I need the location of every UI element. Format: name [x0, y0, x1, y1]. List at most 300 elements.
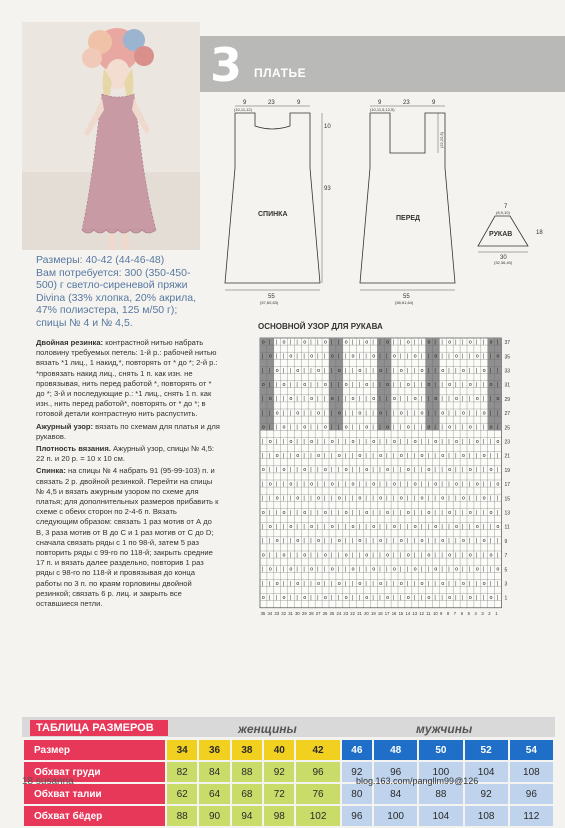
chart-row-number: 1 [504, 595, 508, 602]
svg-text:|: | [323, 538, 326, 545]
front-top-mid: 23 [403, 100, 410, 106]
men-size-cell: 88 [419, 784, 462, 804]
svg-text:|: | [358, 566, 361, 573]
women-size-cell: 98 [264, 806, 294, 826]
back-top-left: 9 [243, 100, 247, 106]
svg-text:|: | [330, 580, 333, 587]
svg-text:o: o [399, 495, 403, 502]
svg-text:|: | [489, 580, 492, 587]
svg-text:o: o [496, 353, 500, 360]
svg-text:|: | [365, 495, 367, 502]
svg-text:o: o [268, 481, 272, 488]
svg-text:|: | [434, 339, 436, 346]
svg-text:|: | [413, 453, 416, 459]
svg-text:|: | [310, 580, 312, 587]
svg-text:o: o [448, 509, 452, 516]
svg-text:o: o [317, 538, 321, 545]
svg-text:o: o [461, 580, 465, 587]
svg-text:|: | [337, 509, 340, 516]
svg-text:|: | [455, 410, 457, 417]
svg-text:|: | [372, 595, 374, 601]
svg-text:|: | [448, 396, 450, 403]
svg-text:|: | [268, 424, 271, 431]
svg-text:o: o [379, 538, 383, 545]
svg-text:o: o [468, 467, 472, 474]
svg-text:|: | [330, 467, 333, 474]
chart-row-number: 13 [504, 510, 511, 517]
svg-text:|: | [282, 367, 285, 374]
svg-text:o: o [413, 353, 417, 360]
chart-row-number: 27 [504, 411, 511, 418]
svg-text:o: o [496, 481, 500, 488]
chart-col-number: 6 [460, 610, 464, 616]
svg-text:o: o [413, 481, 417, 488]
page-number: 18 [22, 776, 34, 787]
svg-text:o: o [434, 524, 438, 530]
svg-text:|: | [358, 509, 361, 516]
svg-text:o: o [282, 509, 286, 516]
svg-text:|: | [420, 524, 423, 530]
svg-text:o: o [303, 339, 307, 346]
svg-text:o: o [310, 524, 314, 530]
svg-text:o: o [448, 467, 452, 474]
svg-text:|: | [379, 467, 381, 474]
header-band [200, 36, 565, 92]
size-row-label: Обхват талии [24, 784, 165, 804]
svg-text:|: | [317, 524, 319, 530]
women-size-cell: 62 [167, 784, 197, 804]
men-size-cell: 48 [374, 740, 417, 760]
svg-text:|: | [344, 580, 347, 587]
men-size-cell: 104 [419, 806, 462, 826]
svg-text:|: | [296, 382, 298, 388]
svg-text:o: o [482, 410, 486, 417]
svg-text:|: | [392, 453, 395, 459]
svg-text:|: | [379, 552, 381, 559]
svg-text:|: | [448, 495, 450, 502]
women-label: женщины [238, 722, 297, 736]
svg-text:|: | [261, 566, 264, 573]
svg-text:|: | [406, 580, 409, 587]
front-top-sub: (10,11,5,12,5) [370, 107, 395, 112]
svg-text:|: | [310, 410, 312, 417]
svg-text:|: | [448, 453, 450, 459]
svg-text:|: | [455, 367, 457, 374]
svg-text:|: | [475, 509, 478, 516]
svg-text:o: o [337, 580, 341, 587]
svg-text:|: | [275, 481, 278, 488]
svg-text:|: | [392, 467, 395, 474]
svg-text:|: | [379, 382, 381, 388]
svg-text:o: o [386, 509, 390, 516]
svg-text:o: o [365, 424, 369, 431]
svg-text:|: | [303, 495, 305, 502]
svg-text:o: o [427, 467, 431, 474]
svg-text:|: | [489, 524, 492, 530]
svg-text:|: | [303, 524, 305, 530]
svg-text:|: | [379, 424, 381, 431]
svg-text:|: | [372, 339, 374, 346]
svg-text:o: o [344, 382, 348, 388]
svg-text:|: | [379, 481, 381, 488]
svg-text:|: | [303, 353, 305, 360]
svg-text:|: | [399, 481, 402, 488]
svg-text:|: | [413, 538, 416, 545]
men-size-cell: 92 [342, 762, 372, 782]
svg-text:|: | [406, 453, 409, 459]
heading-gauge: Плотность вязания. [36, 444, 111, 454]
chart-col-number: 21 [357, 610, 362, 616]
men-size-cell: 104 [465, 762, 508, 782]
svg-text:o: o [420, 538, 424, 545]
svg-text:|: | [482, 467, 485, 474]
chart-col-number: 11 [426, 610, 431, 616]
svg-text:o: o [358, 410, 362, 417]
schematic-diagrams [210, 98, 560, 308]
chart-col-number: 22 [350, 610, 355, 616]
svg-text:|: | [365, 580, 367, 587]
svg-text:o: o [296, 580, 300, 587]
svg-text:|: | [468, 481, 471, 488]
sleeve-side: 18 [536, 230, 543, 236]
svg-text:|: | [268, 495, 271, 502]
svg-text:|: | [372, 538, 374, 545]
svg-text:o: o [386, 552, 390, 559]
svg-text:o: o [330, 438, 334, 445]
chart-col-number: 13 [412, 610, 418, 616]
women-size-cell: 90 [199, 806, 229, 826]
svg-text:|: | [461, 396, 464, 403]
svg-text:|: | [406, 353, 409, 360]
svg-text:o: o [427, 509, 431, 516]
svg-text:|: | [489, 566, 492, 573]
svg-text:o: o [475, 396, 479, 403]
svg-text:|: | [344, 367, 347, 374]
svg-text:|: | [496, 595, 499, 601]
svg-text:|: | [413, 424, 416, 431]
women-size-cell: 82 [167, 762, 197, 782]
svg-text:|: | [406, 495, 409, 502]
svg-text:o: o [434, 481, 438, 488]
svg-text:o: o [330, 524, 334, 530]
svg-text:o: o [420, 410, 424, 417]
svg-text:o: o [289, 566, 293, 573]
svg-text:|: | [420, 481, 423, 488]
svg-text:|: | [323, 367, 326, 374]
yarn-line: 500) г светло-сиреневой пряжи [36, 279, 188, 292]
chart-row-number: 19 [504, 467, 511, 474]
svg-text:|: | [358, 595, 361, 601]
svg-text:o: o [461, 410, 465, 417]
svg-text:|: | [268, 509, 271, 516]
svg-text:o: o [351, 353, 355, 360]
svg-text:|: | [475, 424, 478, 431]
svg-text:|: | [310, 424, 312, 431]
svg-text:o: o [455, 566, 459, 573]
svg-text:o: o [413, 438, 417, 445]
svg-text:|: | [441, 396, 443, 403]
svg-text:|: | [268, 467, 271, 474]
svg-text:|: | [317, 382, 319, 388]
svg-text:|: | [282, 481, 285, 488]
svg-text:o: o [303, 509, 307, 516]
svg-text:|: | [461, 595, 464, 601]
svg-text:o: o [358, 580, 362, 587]
men-size-cell: 80 [342, 784, 372, 804]
svg-text:|: | [427, 353, 430, 360]
svg-text:|: | [323, 566, 326, 573]
svg-text:|: | [358, 339, 361, 346]
svg-text:o: o [399, 538, 403, 545]
chart-col-number: 20 [364, 610, 369, 616]
svg-text:o: o [344, 595, 348, 601]
svg-text:|: | [448, 580, 450, 587]
svg-text:|: | [399, 524, 402, 530]
svg-text:|: | [268, 552, 271, 559]
svg-text:|: | [303, 566, 305, 573]
svg-text:|: | [323, 580, 326, 587]
svg-text:|: | [448, 410, 450, 417]
svg-text:o: o [386, 339, 390, 346]
svg-text:|: | [289, 580, 292, 587]
svg-text:o: o [337, 538, 341, 545]
svg-text:|: | [482, 552, 485, 559]
svg-text:o: o [392, 566, 396, 573]
svg-text:o: o [386, 467, 390, 474]
svg-text:o: o [372, 353, 376, 360]
svg-text:|: | [496, 424, 499, 431]
svg-text:|: | [372, 424, 374, 431]
chart-col-number: 15 [398, 610, 404, 616]
svg-text:|: | [475, 453, 478, 459]
svg-text:|: | [282, 453, 285, 459]
svg-text:|: | [351, 538, 354, 545]
svg-text:|: | [372, 495, 374, 502]
chart-col-number: 7 [453, 610, 457, 616]
svg-text:|: | [289, 382, 292, 388]
chart-row-number: 31 [504, 382, 511, 389]
svg-text:o: o [365, 382, 369, 388]
back-side-main: 93 [324, 186, 331, 192]
svg-text:|: | [427, 580, 430, 587]
svg-text:|: | [379, 339, 381, 346]
svg-text:|: | [351, 367, 354, 374]
svg-text:|: | [351, 495, 354, 502]
svg-text:|: | [386, 538, 388, 545]
svg-text:o: o [468, 552, 472, 559]
svg-text:o: o [406, 424, 410, 431]
svg-text:|: | [310, 595, 312, 601]
chart-col-number: 17 [384, 610, 390, 616]
svg-text:|: | [261, 495, 264, 502]
svg-text:o: o [268, 396, 272, 403]
svg-text:|: | [475, 580, 478, 587]
svg-text:o: o [496, 566, 500, 573]
svg-text:o: o [399, 580, 403, 587]
svg-text:|: | [372, 552, 374, 559]
svg-text:|: | [330, 339, 333, 346]
svg-text:|: | [496, 552, 499, 559]
instructions [36, 338, 220, 611]
svg-text:|: | [413, 467, 416, 474]
svg-text:o: o [289, 353, 293, 360]
svg-text:|: | [330, 595, 333, 601]
svg-text:|: | [289, 453, 292, 459]
svg-text:|: | [268, 595, 271, 601]
svg-text:|: | [461, 424, 464, 431]
svg-text:|: | [330, 382, 333, 388]
svg-text:o: o [282, 552, 286, 559]
svg-text:|: | [420, 509, 423, 516]
svg-text:o: o [413, 566, 417, 573]
svg-text:o: o [365, 509, 369, 516]
svg-text:|: | [323, 495, 326, 502]
svg-text:|: | [406, 566, 409, 573]
svg-text:o: o [323, 339, 327, 346]
svg-text:|: | [317, 424, 319, 431]
chart-col-number: 8 [446, 610, 450, 616]
svg-text:|: | [455, 424, 457, 431]
svg-text:|: | [337, 481, 340, 488]
svg-text:o: o [406, 552, 410, 559]
svg-text:|: | [344, 396, 347, 403]
svg-text:|: | [268, 538, 271, 545]
paragraph-openwork [36, 422, 220, 442]
svg-text:o: o [289, 481, 293, 488]
svg-text:o: o [310, 353, 314, 360]
svg-text:o: o [482, 367, 486, 374]
svg-text:o: o [413, 524, 417, 530]
svg-text:|: | [496, 467, 499, 474]
svg-text:|: | [282, 538, 285, 545]
svg-text:|: | [482, 382, 485, 388]
svg-text:|: | [365, 396, 367, 403]
sleeve-label: РУКАВ [489, 231, 513, 238]
svg-text:|: | [372, 453, 374, 459]
svg-text:o: o [268, 524, 272, 530]
svg-text:o: o [434, 353, 438, 360]
svg-text:o: o [468, 339, 472, 346]
svg-text:|: | [413, 339, 416, 346]
chart-row-number: 21 [504, 453, 511, 460]
svg-text:|: | [296, 509, 298, 516]
svg-text:o: o [337, 453, 341, 459]
svg-text:|: | [365, 566, 367, 573]
svg-text:|: | [392, 509, 395, 516]
svg-text:o: o [372, 524, 376, 530]
svg-text:|: | [358, 467, 361, 474]
svg-text:|: | [468, 566, 471, 573]
svg-text:|: | [420, 396, 423, 403]
back-label: СПИНКА [258, 211, 288, 218]
text-openwork: вязать по схемам для платья и для рукавов. [36, 421, 220, 441]
svg-text:o: o [386, 595, 390, 601]
svg-text:|: | [268, 367, 271, 374]
svg-text:|: | [372, 382, 374, 388]
paragraph-gauge [36, 444, 220, 464]
svg-text:|: | [303, 481, 305, 488]
svg-text:|: | [323, 396, 326, 403]
svg-text:|: | [351, 509, 354, 516]
svg-text:|: | [399, 396, 402, 403]
svg-text:|: | [406, 524, 409, 530]
svg-text:|: | [399, 595, 402, 601]
svg-text:|: | [372, 467, 374, 474]
svg-text:|: | [358, 353, 361, 360]
svg-text:|: | [455, 538, 457, 545]
women-size-cell: 94 [232, 806, 262, 826]
svg-text:|: | [461, 481, 464, 488]
chart-col-number: 29 [302, 610, 307, 616]
svg-text:|: | [455, 580, 457, 587]
svg-text:|: | [379, 566, 381, 573]
svg-text:o: o [282, 595, 286, 601]
svg-text:|: | [475, 382, 478, 388]
svg-text:|: | [323, 453, 326, 459]
svg-text:|: | [399, 552, 402, 559]
svg-text:o: o [275, 580, 279, 587]
svg-text:o: o [289, 524, 293, 530]
svg-text:|: | [489, 495, 492, 502]
svg-text:o: o [379, 410, 383, 417]
svg-text:|: | [330, 410, 333, 417]
svg-text:o: o [392, 524, 396, 530]
size-table-row [24, 784, 553, 804]
svg-text:o: o [489, 552, 493, 559]
svg-text:|: | [468, 495, 471, 502]
svg-text:|: | [392, 595, 395, 601]
svg-text:o: o [379, 453, 383, 459]
svg-text:o: o [323, 382, 327, 388]
svg-text:|: | [282, 410, 285, 417]
svg-text:|: | [468, 396, 471, 403]
svg-text:o: o [365, 552, 369, 559]
svg-text:|: | [441, 552, 443, 559]
svg-text:o: o [406, 595, 410, 601]
front-schematic [360, 100, 455, 305]
svg-text:|: | [365, 538, 367, 545]
svg-text:|: | [475, 552, 478, 559]
svg-text:o: o [282, 382, 286, 388]
svg-text:|: | [461, 339, 464, 346]
svg-text:|: | [392, 538, 395, 545]
svg-text:o: o [268, 438, 272, 445]
svg-text:o: o [261, 424, 265, 431]
chart-col-number: 30 [295, 610, 300, 616]
svg-text:|: | [310, 367, 312, 374]
svg-text:|: | [448, 538, 450, 545]
paragraph-rib [36, 338, 220, 420]
svg-text:|: | [344, 438, 347, 445]
svg-text:|: | [399, 424, 402, 431]
svg-text:|: | [475, 495, 478, 502]
women-size-cell: 38 [232, 740, 262, 760]
svg-text:o: o [296, 495, 300, 502]
svg-text:|: | [392, 495, 395, 502]
svg-text:o: o [358, 453, 362, 459]
svg-text:|: | [337, 396, 340, 403]
svg-text:|: | [468, 438, 471, 445]
svg-text:|: | [317, 396, 319, 403]
svg-text:|: | [420, 353, 423, 360]
svg-text:|: | [489, 453, 492, 459]
svg-text:|: | [441, 524, 443, 530]
svg-text:|: | [386, 438, 388, 445]
svg-text:o: o [351, 438, 355, 445]
svg-text:|: | [289, 367, 292, 374]
svg-text:|: | [372, 410, 374, 417]
svg-text:o: o [475, 438, 479, 445]
